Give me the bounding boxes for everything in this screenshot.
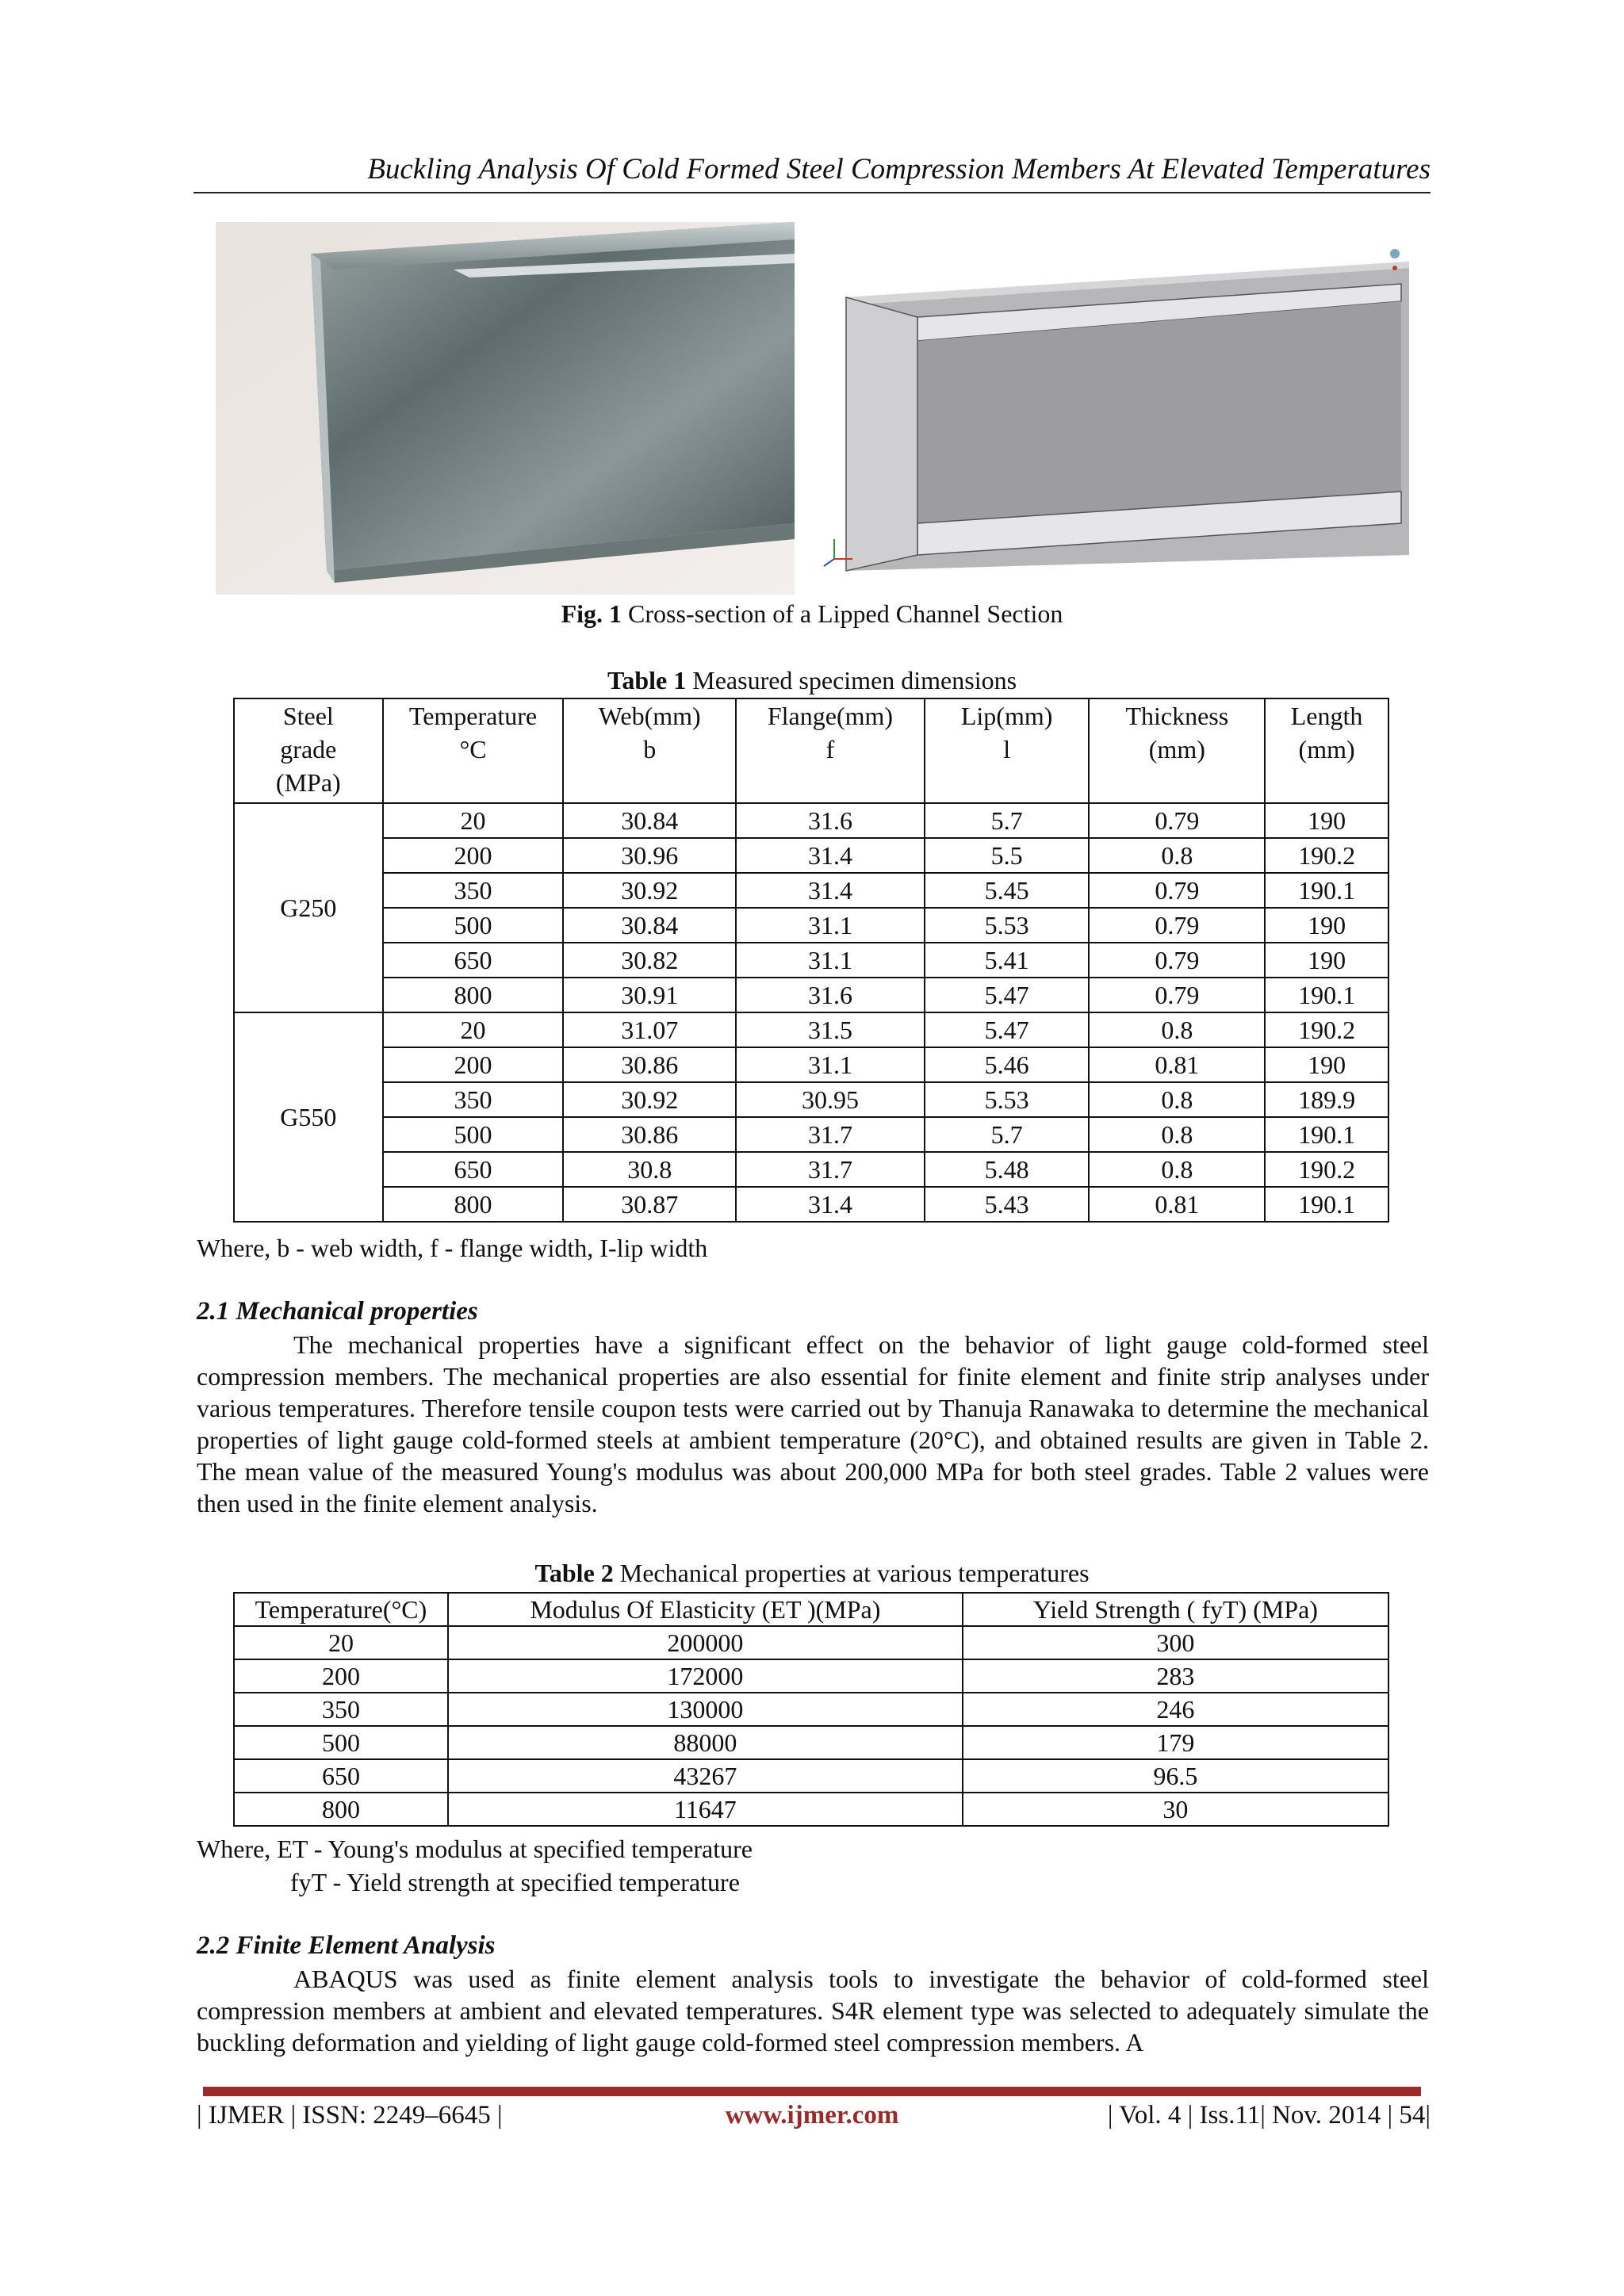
table1-cell: 650 <box>383 1152 564 1187</box>
table1-cell: 5.48 <box>925 1152 1090 1187</box>
footer-website-link[interactable]: www.ijmer.com <box>725 2101 899 2130</box>
section-2-2-paragraph: ABAQUS was used as finite element analysis tools to investigate the behavior of cold-formed steel compression members at ambient and elevated temperatures. S4R element type was selected to adequately simulate the buckling deformation and yielding of light gauge cold-formed steel compression members. A <box>197 1965 1429 2057</box>
figure-caption: Fig. 1 Cross-section of a Lipped Channel Section <box>561 599 1063 628</box>
table1-cell: 190.1 <box>1265 978 1388 1012</box>
table1-cell: 31.6 <box>736 803 925 838</box>
table2-mechanical-properties <box>233 1592 1389 1827</box>
table1-cell: 190 <box>1265 1047 1388 1082</box>
table1-cell: 31.4 <box>736 1187 925 1222</box>
table1-cell: 190 <box>1265 803 1388 838</box>
table2-cell: 43267 <box>448 1759 963 1793</box>
table1-cell: 20 <box>383 1012 564 1047</box>
table1-caption: Table 1 Measured specimen dimensions <box>607 666 1017 695</box>
table1-row <box>234 803 1388 838</box>
table1-cell: 350 <box>383 873 564 908</box>
table2-cell: 20 <box>234 1626 448 1659</box>
table1-cell: 20 <box>383 803 564 838</box>
table2-row <box>234 1793 1388 1826</box>
table1-cell: 5.47 <box>925 978 1090 1012</box>
table1-cell: 800 <box>383 978 564 1012</box>
table2-note-line2: fyT - Yield strength at specified temperature <box>290 1868 740 1896</box>
table1-header-cell: Web(mm) b <box>563 698 736 803</box>
table2-row <box>234 1693 1388 1726</box>
table1-cell: 5.46 <box>925 1047 1090 1082</box>
table1-cell: 0.79 <box>1089 873 1265 908</box>
table1-cell: 31.5 <box>736 1012 925 1047</box>
table1-specimen-dimensions <box>233 698 1389 1223</box>
table1-note: Where, b - web width, f - flange width, I-lip width <box>197 1234 708 1262</box>
table1-header-row <box>234 698 1388 803</box>
table1-cell: 190.1 <box>1265 873 1388 908</box>
table2-row <box>234 1759 1388 1793</box>
table1-row <box>234 1117 1388 1152</box>
table2-cell: 350 <box>234 1693 448 1726</box>
table1-cell: 31.07 <box>563 1012 736 1047</box>
table1-cell: 190.2 <box>1265 1152 1388 1187</box>
table1-cell: 31.4 <box>736 838 925 873</box>
table1-row <box>234 1187 1388 1222</box>
table1-cell: 5.5 <box>925 838 1090 873</box>
table1-cell: 0.79 <box>1089 908 1265 943</box>
table2-cell: 11647 <box>448 1793 963 1826</box>
table1-header-cell: Temperature °C <box>383 698 564 803</box>
table1-cell: 31.1 <box>736 1047 925 1082</box>
table1-row <box>234 943 1388 978</box>
table1-header-cell: Lip(mm) l <box>925 698 1090 803</box>
table1-cell: 200 <box>383 838 564 873</box>
table1-cell: 30.84 <box>563 803 736 838</box>
steel-grade-cell: G250 <box>234 803 383 1012</box>
table1-cell: 800 <box>383 1187 564 1222</box>
table2-header-cell: Temperature(°C) <box>234 1593 448 1626</box>
figure-1 <box>216 222 1405 595</box>
table1-cell: 200 <box>383 1047 564 1082</box>
table1-cell: 190.1 <box>1265 1117 1388 1152</box>
table1-cell: 5.43 <box>925 1187 1090 1222</box>
table1-cell: 30.82 <box>563 943 736 978</box>
table1-cell: 500 <box>383 1117 564 1152</box>
table2-cell: 283 <box>963 1659 1388 1693</box>
table1-cell: 30.92 <box>563 1082 736 1117</box>
table1-cell: 0.79 <box>1089 803 1265 838</box>
table1-cell: 5.47 <box>925 1012 1090 1047</box>
table1-row <box>234 873 1388 908</box>
table1-cell: 30.91 <box>563 978 736 1012</box>
table1-cell: 30.86 <box>563 1047 736 1082</box>
table2-cell: 200000 <box>448 1626 963 1659</box>
table1-cell: 30.96 <box>563 838 736 873</box>
table2-cell: 246 <box>963 1693 1388 1726</box>
section-2-2-title: 2.2 Finite Element Analysis <box>197 1931 496 1960</box>
table1-cell: 500 <box>383 908 564 943</box>
table2-note-line1: Where, ET - Young's modulus at specified temperature <box>197 1835 753 1863</box>
running-header: Buckling Analysis Of Cold Formed Steel Compression Members At Elevated Temperatures <box>367 153 1431 186</box>
header-rule <box>193 192 1431 193</box>
table1-cell: 31.7 <box>736 1117 925 1152</box>
table2-cell: 88000 <box>448 1726 963 1759</box>
footer-rule <box>203 2087 1421 2096</box>
table1-cell: 0.8 <box>1089 1012 1265 1047</box>
section-2-1-paragraph: The mechanical properties have a significant effect on the behavior of light gauge cold-formed steel compression members. The mechanical properties are also essential for finite element and finite strip analyses under various temperatures. Therefore tensile coupon tests were carried out by Thanuja Ranawaka to determine the mechanical properties of light gauge cold-formed steels at ambient temperature (20°C), and obtained results are given in Table 2. The mean value of the measured Young's modulus was about 200,000 MPa for both steel grades. Table 2 values were then used in the finite element analysis. <box>197 1330 1429 1517</box>
table1-cell: 5.7 <box>925 803 1090 838</box>
table1-header-cell: Thickness (mm) <box>1089 698 1265 803</box>
table1-cell: 0.8 <box>1089 1152 1265 1187</box>
table1-cell: 30.84 <box>563 908 736 943</box>
table1-cell: 350 <box>383 1082 564 1117</box>
footer-volume-page: | Vol. 4 | Iss.11| Nov. 2014 | 54| <box>1107 2101 1431 2130</box>
table1-cell: 190 <box>1265 943 1388 978</box>
table2-cell: 30 <box>963 1793 1388 1826</box>
table2-cell: 172000 <box>448 1659 963 1693</box>
table1-row <box>234 908 1388 943</box>
table2-header-cell: Modulus Of Elasticity (ET )(MPa) <box>448 1593 963 1626</box>
table1-cell: 30.92 <box>563 873 736 908</box>
table1-cell: 31.1 <box>736 943 925 978</box>
table2-cell: 500 <box>234 1726 448 1759</box>
table1-cell: 0.8 <box>1089 1082 1265 1117</box>
table1-cell: 31.1 <box>736 908 925 943</box>
table2-header-row <box>234 1593 1388 1626</box>
table2-cell: 650 <box>234 1759 448 1793</box>
table1-cell: 5.7 <box>925 1117 1090 1152</box>
table1-row <box>234 1152 1388 1187</box>
table1-header-cell: Length (mm) <box>1265 698 1388 803</box>
table1-cell: 31.6 <box>736 978 925 1012</box>
table1-cell: 30.87 <box>563 1187 736 1222</box>
table1-cell: 190 <box>1265 908 1388 943</box>
table2-cell: 96.5 <box>963 1759 1388 1793</box>
table2-cell: 300 <box>963 1626 1388 1659</box>
table1-cell: 5.45 <box>925 873 1090 908</box>
table1-cell: 190.2 <box>1265 1012 1388 1047</box>
channel-photo <box>216 222 795 595</box>
table1-cell: 0.8 <box>1089 1117 1265 1152</box>
table1-cell: 190.2 <box>1265 838 1388 873</box>
table1-cell: 5.53 <box>925 908 1090 943</box>
table1-row <box>234 978 1388 1012</box>
table2-row <box>234 1726 1388 1759</box>
table1-row <box>234 1082 1388 1117</box>
table1-cell: 189.9 <box>1265 1082 1388 1117</box>
table1-cell: 5.41 <box>925 943 1090 978</box>
table2-cell: 130000 <box>448 1693 963 1726</box>
table1-cell: 5.53 <box>925 1082 1090 1117</box>
table1-cell: 190.1 <box>1265 1187 1388 1222</box>
table2-caption: Table 2 Mechanical properties at various temperatures <box>534 1559 1090 1587</box>
table1-cell: 0.81 <box>1089 1187 1265 1222</box>
table2-cell: 200 <box>234 1659 448 1693</box>
table1-header-cell: Flange(mm) f <box>736 698 925 803</box>
table1-cell: 0.79 <box>1089 978 1265 1012</box>
table1-cell: 0.8 <box>1089 838 1265 873</box>
table2-cell: 179 <box>963 1726 1388 1759</box>
section-2-1-title: 2.1 Mechanical properties <box>197 1297 478 1326</box>
table2-header-cell: Yield Strength ( fyT) (MPa) <box>963 1593 1388 1626</box>
table1-cell: 30.8 <box>563 1152 736 1187</box>
table1-cell: 30.86 <box>563 1117 736 1152</box>
table2-row <box>234 1626 1388 1659</box>
table2-cell: 800 <box>234 1793 448 1826</box>
table1-row <box>234 1047 1388 1082</box>
table1-row <box>234 1012 1388 1047</box>
fe-model-render <box>799 222 1409 595</box>
footer-journal-issn: | IJMER | ISSN: 2249–6645 | <box>197 2101 503 2130</box>
table1-cell: 0.79 <box>1089 943 1265 978</box>
table1-cell: 0.81 <box>1089 1047 1265 1082</box>
table1-cell: 31.7 <box>736 1152 925 1187</box>
table1-cell: 31.4 <box>736 873 925 908</box>
table1-row <box>234 838 1388 873</box>
table1-cell: 30.95 <box>736 1082 925 1117</box>
table1-header-cell: Steel grade (MPa) <box>234 698 383 803</box>
steel-grade-cell: G550 <box>234 1012 383 1222</box>
table1-cell: 650 <box>383 943 564 978</box>
table2-row <box>234 1659 1388 1693</box>
